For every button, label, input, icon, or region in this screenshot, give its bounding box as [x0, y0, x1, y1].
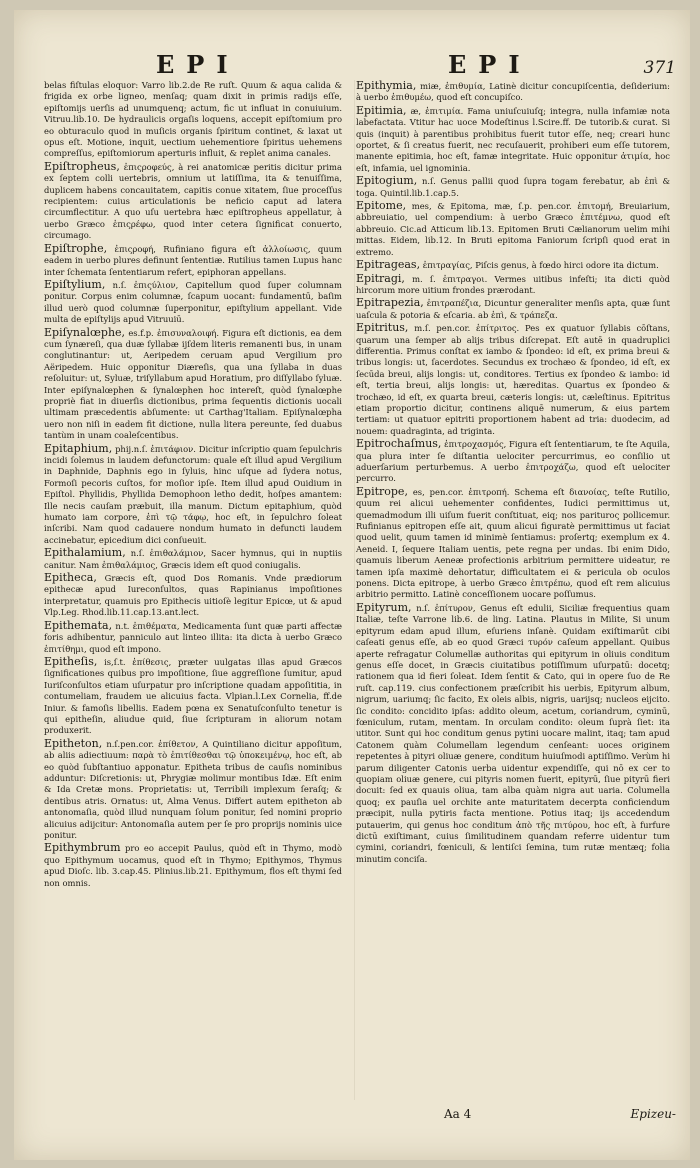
dictionary-entry — [44, 738, 342, 842]
dictionary-entry — [44, 279, 342, 326]
entry-text: Græcis eſt, quod Dos Romanis. Vnde prædiorum epithecæ apud Iureconſultos, quas Rapinianus impoſitiones interpretatur, quamuis pro Epithecis uitioſè legitur Epicœ, ut & apud Vlp.Leg. Rhod.lib.11.cap.13.ant.lect. — [44, 573, 342, 618]
entry-text: n.ſ.pen.cor. ἐπίθετον, A Quintiliano dicitur appoſitum, ab aliis adiectiuum: παρὰ τὸ ἐπιτίθεσθαι τῷ ὑποκειμένῳ, hoc eſt, ab eo quòd ſubſtantiuo apponatur. Epitheta tribus de cauſis nominibus adduntur: Diſcretionis: ut, Phrygiæ molimur montibus Idæ. Eſt enim & Ida Cretæ mons. Proprietatis: ut, Terribili implexum ſeraſq; & dentibus atris. Ornatus: ut, Alma Venus. Differt autem epitheton ab antonomaſia, quòd illud nunquam ſolum ponitur, ſed nomini proprio alicuius adijcitur: Antonomaſia autem per ſe pro proprijs nominis uice ponitur. — [44, 738, 342, 840]
dictionary-entry — [356, 486, 670, 601]
dictionary-entry — [44, 327, 342, 442]
entry-text: ἐπιςροφή, Rufiniano figura eſt ἀλλοίωσις, quum eadem in uerbo plures definunt ſententiæ. Rutilius tamen Lupus hanc inter ſchemata ſententiarum refert, epiphoran appellans. — [44, 243, 342, 277]
book-page — [14, 10, 690, 1160]
entry-headword: Epitheton, — [44, 736, 103, 750]
dictionary-entry — [356, 80, 670, 104]
entry-text: ἐπιςροφεύς, à rei anatomicæ peritis dicitur prima ex ſeptem colli uertebris, omnium ut latiſſima, ita & tenuiſſima, duplicem habens concauitatem, capitis conue xitatem, ſiue proceſſus recipientem: cuius articulationis be neficio caput ad latera circumflectitur. A quo uſu uertebra hæc epiſtropheus appellatur, à uerbo Græco ἐπιςρέφω, quod inter cetera ſignificat conuerto, circumago. — [44, 161, 342, 241]
entry-text: ἐπιτροχασμός, Figura eſt ſententiarum, te ſte Aquila, qua plura inter ſe diſtantia uelociter percurrimus, eo conſilio ut aduerſarium perturbemus. A uerbo ἐπιτροχάζω, quod eſt uelociter percurro. — [356, 439, 670, 484]
entry-text: æ, ἐπιτιμία. Fama uniuſcuiuſq; integra, nulla infamiæ nota labefactata. Vtitur hac uoce Modeſtinus l.Scire.ff. De tutorib.& curat. Si quis (inquit) à parentibus prohibitus fuerit tutor eſſe, neq; creari hunc oportet, & ſi creatus fuerit, nec recuſauerit, prohiberi eum eſſe tutorem, manente epitimia, hoc eſt, famæ integritate. Huic opponitur ἀτιμία, hoc eſt, infamia, uel ignominia. — [356, 105, 670, 173]
signature-mark: Aa 4 — [444, 1107, 472, 1121]
dictionary-entry — [356, 322, 670, 437]
right-column — [356, 80, 670, 866]
entry-text: m. ſ. ἐπιτραγοι. Vermes uitibus infeſti; ita dicti quòd hircorum more uitium frondes prærodant. — [356, 273, 670, 295]
entry-text: es, pen.cor. ἐπιτροπή. Schema eſt διανοίας, teſte Rutilio, quum rei alicui uehementer confidentes, Iudici permittimus ut, quemadmodum illi uiſum fuerit conſtituat, eiq; nos pariturος pollicemur. Rufinianus epitropen eſſe ait, quum alicui figuratè permittimus ut faciat quod uelit, quum tamen id minimè ſentiamus: proſertq; exemplum ex 4. Aeneid. I, ſequere Italiam uentis, pete regna per undas. Ibi enim Dido, quamuis liberum Aeneæ profectionis arbitrium permittere uideatur, re tamen ipſa maximè dehortatur, difficultatem ei & pericula ob oculos ponens. Dicta epitrope, à uerbo Græco ἐπιτρέπω, quod eſt rem alicuius arbitrio permitto. Latinè conceſſionem uocare poſſumus. — [356, 486, 670, 600]
dictionary-entry — [44, 80, 342, 160]
entry-headword: Epitome, — [356, 199, 407, 213]
entry-headword: Epitimia, — [356, 103, 407, 117]
dictionary-entry — [356, 297, 670, 321]
page-number: 371 — [643, 58, 676, 78]
entry-text: miæ, ἐπιθυμία, Latinè dicitur concupiſcentia, deſiderium: à uerbo ἐπιθυμέω, quod eſt concupiſco. — [356, 81, 671, 103]
left-column — [44, 80, 342, 890]
entry-headword: Epitaphium, — [44, 441, 113, 455]
entry-text: mes, & Epitoma, mæ, ſ.p. pen.cor. ἐπιτομή, Breuiarium, abbreuiatio, uel compendium: à uerbo Græco ἐπιτέμνω, quod eſt abbreuio. Cic.ad Atticum lib.13. Epitomen Bruti Cælianorum uelim mihi mittas. Eidem, lib.12. In Bruti epitoma Faniorum ſcripſi quod erat in extremo. — [356, 201, 670, 257]
column-divider — [354, 80, 355, 1100]
dictionary-entry — [44, 243, 342, 278]
dictionary-entry — [44, 443, 342, 547]
dictionary-entry — [44, 842, 342, 889]
running-head-right: EPI — [448, 50, 532, 79]
entry-text: n.ſ. Genus pallii quod ſupra togam ferebatur, ab ἐπὶ & toga. Quintil.lib.1.cap.5. — [356, 176, 670, 198]
entry-headword: Epitrochaſmus, — [356, 437, 442, 451]
entry-headword: Epithemata, — [44, 618, 113, 632]
entry-headword: Epitrapezia, — [356, 296, 424, 310]
entry-text: phij.n.ſ. ἐπιτάφιον. Dicitur inſcriptio quam ſepulchris incidi ſolemus in laudem defunctorum: quale eſt illud apud Vergilium in Daphnide, Daphnis ego in ſyluis, hinc uſque ad ſydera notus, Formoſi pecoris cuſtos, for moſior ipſe. Item illud apud Ouidium in Epiſtol. Phyllidis, Phyllida Demophoon letho dedit, hoſpes amantem: Ille necis cauſam præbuit, illa manum. Dictum epitaphium, quòd humato iam corpore, ἐπὶ τῷ τάφῳ, hoc eſt, in ſepulchro ſoleat inſcribi. Nam quod cadauere nondum humato in defuncti laudem accinebatur, epicedium dici conſueuit. — [44, 443, 342, 545]
entry-text: n.ſ. ἐπίτυρον, Genus eſt edulii, Siciliæ frequentius quam Italiæ, teſte Varrone lib.6. de ling. Latina. Plautus in Milite, Si unum epityrum edam apud illum, eſuriens inſanè. Quidam exiſtimarūt cibi caſeati genus eſſe, ab eo quod Græci τυρόν caſeum appellant. Quibus aperte refragatur Columellæ authoritas qui epityrum in oliuis conditum genus eſſe docet, in Græcis ciuitatibus potiſſimum uſurpatū: docetq; rationem qua id fieri ſoleat. Idem ſentit & Cato, qui in opere ſuo de Re ruſt. cap.119. cius confectionem præſcribit his uerbis, Epityrum album, nigrum, uariumq; ſic facito, Ex oleis albis, nigris, uarijsq; nucleos eijcito. ſic condito: concidito ipſas: addito oleum, acetum, coriandrum, cyminū, fœniculum, rutam, mentam. In orculam condito: oleum ſuprà ſiet: ita utitor. Sunt qui hoc conditum genus pytini uocare malint, itaq; tam apud Catonem quàm Columellam legendum cenſeant: uoces originem repetentes à pityri oliuæ genere, conditum huiuſmodi aptiſſimo. Verùm hi parum diligenter Catonis uerba uidentur expendiſſe, qui nō ex cer to quopiam oliuæ genere, cui pityris nomen fuerit, epityrū, ſiue pityrū fieri docuit: ſed ex quauis oliua, tam alba quàm nigra aut uaria. Columella quoq; ex pauſia uel orchite ante maturitatem decerpta conficiendum præcipit, nulla pytiris facta mentione. Potius itaq; ijs accedendum putauerim, qui genus hoc conditum ἀπὸ τῆς πιτύρου, hoc eſt, à furfure dictū exiſtimant, cuius ſimilitudinem quandam referre uidentur tum cymini, coriandri, fœniculi, & lentiſci ſemina, tum rutæ mentæq; folia minutim conciſa. — [356, 602, 670, 864]
dictionary-entry — [44, 572, 342, 619]
dictionary-entry — [356, 200, 670, 258]
dictionary-entry — [44, 161, 342, 242]
entry-headword: Epityrum, — [356, 600, 412, 614]
entry-text: ἐπιτραπέζια, Dicuntur generaliter menſis apta, quæ ſunt uaſcula & potoria & eſcaria. ab ἐπὶ, & τράπεζα. — [356, 298, 670, 320]
entry-text: n.ſ. ἐπιςύλιον, Capitellum quod ſuper columnam ponitur. Corpus enim columnæ, ſcapum uocant: fundamentū, baſim illud uerò quod columnæ ſuperponitur, epiſtylium appellant. Vide multa de epiſtylijs apud Vitruuiū. — [44, 279, 342, 325]
entry-headword: Epitrope, — [356, 484, 408, 498]
dictionary-entry — [356, 175, 670, 199]
entry-headword: Epiſtrophe, — [44, 241, 108, 255]
entry-text: is,ſ.t. ἐπίθεσις, præter uulgatas illas apud Græcos ſignificationes quibus pro impoſitione, ſiue aggreſſione ſumitur, apud Iuriſconſultos etiam uſurpatur pro inſcriptione quadam appoſititia, in contumeliam, fraudem ue alicuius facta. Vlpian.l.Lex Cornelia, ff.de Iniur. & famoſis libellis. Eadem pœna ex Senatuſconſulto tenetur is qui epitheſin, aliudue quid, ſiue ſcripturam in aliorum notam produxerit. — [44, 656, 342, 736]
entry-headword: Epitheſis, — [44, 654, 98, 668]
dictionary-entry — [356, 259, 670, 271]
entry-text: n.t. ἐπιθέματα, Medicamenta ſunt quæ parti affectæ foris adhibentur, panniculo aut linteo illita: ita dicta à uerbo Græco ἐπιτίθημι, quod eſt impono. — [44, 620, 342, 654]
entry-headword: Epiſynalœphe, — [44, 325, 126, 339]
entry-headword: Epithymbrum — [44, 841, 121, 855]
catchword: Epizeu- — [630, 1107, 676, 1121]
entry-headword: Epitogium, — [356, 174, 418, 188]
dictionary-entry — [356, 438, 670, 485]
entry-text: n.ſ. ἐπιθαλάμιον, Sacer hymnus, qui in nuptiis canitur. Nam ἐπιθαλάμιος, Græcis idem eſt quod coniugalis. — [44, 548, 342, 570]
dictionary-entry — [356, 105, 670, 174]
entry-headword: Epitheca, — [44, 571, 97, 585]
entry-text: pro eo accepit Paulus, quòd eſt in Thymo, modò quo Epithymum uocamus, quod eſt in Thymo; Epithymos, Thymus apud Dioſc. lib. 3.cap.45. Plinius.lib.21. Epithymum, flos eſt thymi ſed non omnis. — [44, 843, 342, 888]
entry-text: es.f.p. ἐπισυναλοιφή. Figura eſt dictionis, ea dem cum ſynæreſi, qua duæ ſyllabæ ijſdem literis remanenti bus, in unam conglutinantur: ut, Aeripedem ceruam apud Vergilium pro Aëripedem. Huic opponitur Diæreſis, qua una ſyllaba in duas reſoluitur: ut, Syluæ, triſyllabum apud Horatium, pro diſſyllabo ſyluæ. Inter epiſynalœphen & ſynalœphen hoc intereſt, quòd ſynalœphe propriè fiat in diuerſis dictionibus, prima ſequentis dictionis uocali ultimam præcedentis abſumente: ut Carthag'Italiam. Epiſynalœpha uero non niſi in eadem fit dictione, nulla litera pereunte, ſed duabus tantùm in unam coaleſcentibus. — [44, 327, 342, 441]
dictionary-entry — [356, 602, 670, 865]
entry-headword: Epithymia, — [356, 79, 417, 92]
entry-headword: Epiſtropheus, — [44, 159, 120, 173]
entry-headword: Epiſtylium, — [44, 277, 106, 291]
entry-headword: Epitrageas, — [356, 258, 421, 272]
entry-text: ἐπιτραγίας, Piſcis genus, à fœdo hirci odore ita dictum. — [422, 260, 659, 271]
dictionary-entry — [356, 273, 670, 297]
entry-headword: Epitritus, — [356, 321, 409, 335]
entry-headword: Epithalamium, — [44, 546, 126, 560]
dictionary-entry — [44, 620, 342, 655]
entry-text: m.ſ. pen.cor. ἐπίτριτος. Pes ex quatuor ſyllabis cōſtans, quarum una ſemper ab alijs tribus diſcrepat. Eſt autē in quadruplici differentia. Primus conſtat ex iambo & ſpondeo: id eſt, ex prima breui & tribus longis: ut, ſacerdotes. Secundus ex trochæo & ſpondeo, id eſt, ex ſecūda breui, alijs longis: ut, conditores. Tertius ex ſpondeo & iambo: id eſt, tertia breui, alijs longis: ut, hæreditas. Quartus ex ſpondeo & trochæo, id eſt, ex quarta breui, cæteris longis: ut, cæleſtinus. Epitritus etiam proportio dicitur, continens aliquē numerum, & eius partem tertiam: ut quatuor epitriti proportionem habent ad tria: duodecim, ad nouem: quadraginta, ad triginta. — [356, 323, 671, 436]
dictionary-entry — [44, 656, 342, 737]
running-head-left: EPI — [156, 50, 240, 79]
entry-headword: Epitragi, — [356, 271, 405, 285]
dictionary-entry — [44, 547, 342, 571]
entry-text: belas fiſtulas eloquor: Varro lib.2.de Re ruſt. Quum & aqua calida & frigida ex orbe ligneo, menſaq; quam dixit in primis radijs eſſe, epiſtomijs uerſis ad unumquenq; actum, fic ut influat in conuiuium. Vitruu.lib.10. De hydraulicis orgaſis loquens, accepit epiſtomium pro eo obturaculo quod in muſicis organis ſpiritum continet, & laxat ut opus eſt. Motione, inquit, uectium uehementiore ſpiritus uehemens compreſſus, epiſtomiorum aperturis influit, & replet anima canales. — [44, 80, 342, 159]
